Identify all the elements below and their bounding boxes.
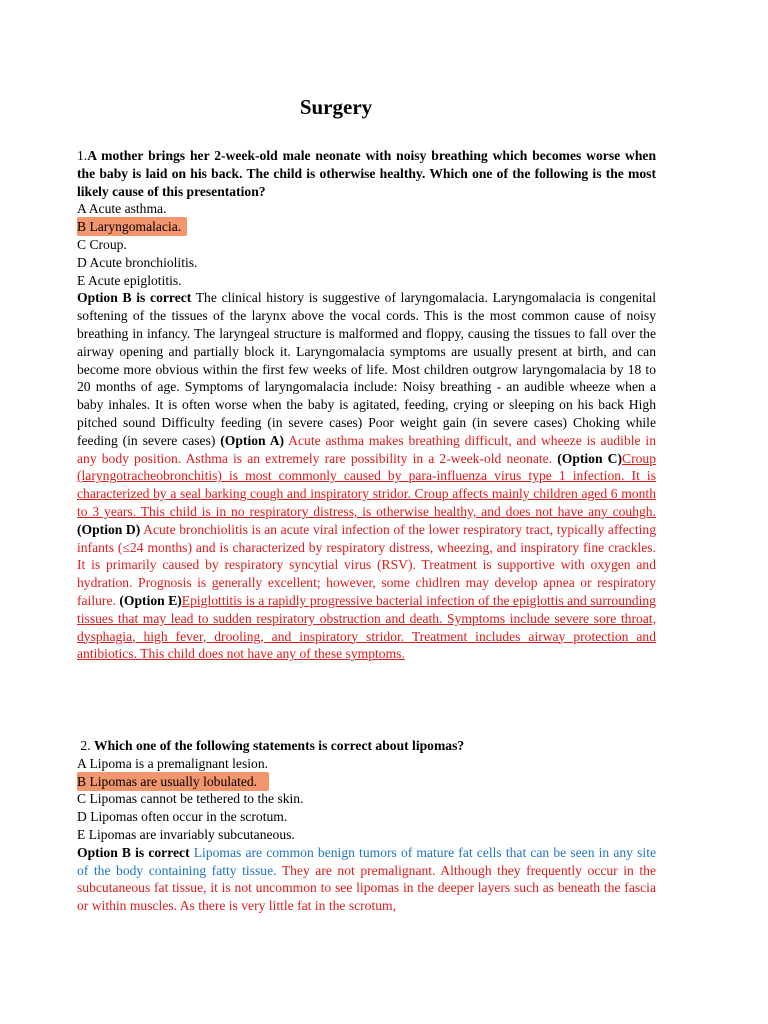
- option-c-explanation: Croup (laryngotracheobronchitis) is most commonly caused by para-influenza virus type 1 infection. It is characterized by a seal barking cough and inspiratory stridor. Croup affects mainly children aged 6 month to 3 years. This child is in no respiratory distress, is otherwise healthy, and does not have any couhgh.: [77, 450, 656, 519]
- option-c: C Lipomas cannot be tethered to the skin.: [77, 791, 304, 807]
- option-a: A Acute asthma.: [77, 201, 167, 217]
- option-e: E Acute epiglotitis.: [77, 272, 182, 288]
- question-text: Which one of the following statements is correct about lipomas?: [94, 738, 465, 753]
- option-e-label: (Option E): [119, 592, 182, 608]
- option-c-label: (Option C): [557, 450, 622, 466]
- option-a-label: (Option A): [220, 432, 285, 448]
- answer-label: Option B is correct: [77, 290, 192, 306]
- question-text: A mother brings her 2-week-old male neonate with noisy breathing which becomes worse when the baby is laid on his back. The child is otherwise healthy. Which one of the following is the most likely cause of this presentation?: [77, 148, 656, 199]
- option-d: D Lipomas often occur in the scrotum.: [77, 809, 288, 825]
- question-2: [77, 737, 656, 915]
- option-b: [77, 218, 656, 236]
- option-c: C Croup.: [77, 236, 127, 252]
- question-number: 1.: [77, 148, 88, 163]
- question-1-stem: [77, 147, 656, 200]
- option-b: [77, 773, 656, 791]
- option-d-explanation: Acute bronchiolitis is an acute viral infection of the lower respiratory tract, typically affecting infants (≤24 months) and is characterized by respiratory distress, wheezing, and inspiratory fine crackles. It is primarily caused by respiratory syncytial virus (RSV). Treatment is supportive with oxygen and hydration. Prognosis is generally excellent; however, some chidlren may develop apnea or respiratory failure.: [77, 521, 656, 608]
- option-d-label: (Option D): [77, 521, 141, 537]
- option-b-highlighted: B Laryngomalacia.: [77, 217, 187, 236]
- explanation: [77, 289, 656, 663]
- explanation-main: The clinical history is suggestive of laryngomalacia. Laryngomalacia is congenital softening of the tissues of the larynx above the vocal cords. This is the most common cause of noisy breathing in infancy. The laryngeal structure is malformed and floppy, causing the tissues to fall over the airway opening and partially block it. Laryngomalacia symptoms are usually present at birth, and can become more obvious within the first few weeks of life. Most children outgrow laryngomalacia by 18 to 20 months of age. Symptoms of laryngomalacia include: Noisy breathing - an audible wheeze when a baby inhales. It is often worse when the baby is agitated, feeding, crying or sleeping on his back High pitched sound Difficulty feeding (in severe cases) Poor weight gain (in severe cases) Choking while feeding (in severe cases): [77, 290, 656, 448]
- option-a: A Lipoma is a premalignant lesion.: [77, 755, 269, 771]
- page-title: Surgery: [299, 95, 373, 119]
- question-2-stem: [77, 737, 656, 755]
- explanation-benign: Lipomas are common benign tumors of mature fat cells that can be seen in any site of the body containing fatty tissue.: [77, 844, 656, 878]
- answer-label: Option B is correct: [77, 844, 190, 860]
- option-e: E Lipomas are invariably subcutaneous.: [77, 826, 295, 842]
- option-e-explanation: Epiglottitis is a rapidly progressive bacterial infection of the epiglottis and surrounding tissues that may lead to sudden respiratory obstruction and death. Symptoms include severe sore throat, dysphagia, high fever, drooling, and inspiratory stridor. Treatment includes airway protection and antibiotics. This child does not have any of these symptoms.: [77, 592, 656, 662]
- option-a-explanation: Acute asthma makes breathing difficult, and wheeze is audible in any body position. Asthma is an extremely rare possibility in a 2-week-old neonate.: [77, 432, 656, 466]
- explanation: [77, 844, 656, 915]
- option-b-highlighted: B Lipomas are usually lobulated.: [77, 772, 269, 791]
- option-d: D Acute bronchiolitis.: [77, 254, 198, 270]
- question-number: 2.: [80, 738, 91, 753]
- question-1: [77, 147, 656, 663]
- explanation-details: They are not premalignant. Although they frequently occur in the subcutaneous fat tissue, it is not uncommon to see lipomas in the deeper layers such as beneath the fascia or within muscles. As there is very little fat in the scrotum,: [77, 862, 656, 914]
